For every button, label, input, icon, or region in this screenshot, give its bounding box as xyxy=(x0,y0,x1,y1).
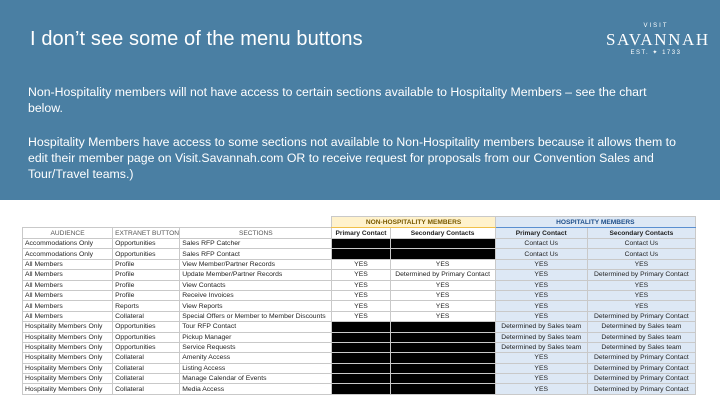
cell-hosp-primary: Determined by Sales team xyxy=(495,332,587,342)
cell-extranet-button: Reports xyxy=(113,301,180,311)
cell-non-primary: YES xyxy=(332,301,390,311)
cell-non-primary: YES xyxy=(332,311,390,321)
cell-non-primary xyxy=(332,249,390,259)
cell-non-primary xyxy=(332,322,390,332)
cell-section: Service Requests xyxy=(180,342,332,352)
cell-hosp-primary: YES xyxy=(495,280,587,290)
cell-hosp-secondary: Determined by Primary Contact xyxy=(587,374,695,384)
cell-audience: All Members xyxy=(23,290,113,300)
header-hosp-primary: Primary Contact xyxy=(495,228,587,239)
cell-non-primary xyxy=(332,332,390,342)
cell-non-secondary xyxy=(390,322,495,332)
cell-extranet-button: Opportunities xyxy=(113,249,180,259)
paragraph-hospitality: Hospitality Members have access to some sections not available to Non-Hospitality members because it allows them to edit their member page on Visit.Savannah.com OR to receive request for proposals from our Convention Sales and Tour/Travel teams.) xyxy=(28,135,676,181)
cell-non-primary xyxy=(332,374,390,384)
cell-audience: Hospitality Members Only xyxy=(23,342,113,352)
cell-extranet-button: Profile xyxy=(113,290,180,300)
cell-extranet-button: Collateral xyxy=(113,384,180,394)
cell-audience: All Members xyxy=(23,280,113,290)
logo-est-text: EST. ✦ 1733 xyxy=(630,50,682,56)
cell-non-secondary: YES xyxy=(390,280,495,290)
cell-section: Listing Access xyxy=(180,363,332,373)
cell-hosp-primary: Determined by Sales team xyxy=(495,342,587,352)
table-row xyxy=(23,353,696,363)
cell-hosp-primary: YES xyxy=(495,270,587,280)
cell-audience: Hospitality Members Only xyxy=(23,332,113,342)
cell-non-secondary xyxy=(390,249,495,259)
cell-section: View Reports xyxy=(180,301,332,311)
cell-hosp-secondary: Determined by Sales team xyxy=(587,342,695,352)
cell-non-primary: YES xyxy=(332,270,390,280)
cell-hosp-secondary: Determined by Primary Contact xyxy=(587,311,695,321)
cell-non-secondary: YES xyxy=(390,259,495,269)
cell-hosp-secondary: Determined by Primary Contact xyxy=(587,384,695,394)
cell-hosp-primary: Determined by Sales team xyxy=(495,322,587,332)
cell-extranet-button: Opportunities xyxy=(113,322,180,332)
slide-title: I don’t see some of the menu buttons xyxy=(30,28,363,50)
cell-section: Tour RFP Contact xyxy=(180,322,332,332)
table-row xyxy=(23,270,696,280)
cell-hosp-secondary: Contact Us xyxy=(587,239,695,249)
table-row xyxy=(23,374,696,384)
cell-non-secondary xyxy=(390,363,495,373)
cell-section: Pickup Manager xyxy=(180,332,332,342)
header-audience: AUDIENCE xyxy=(23,228,113,239)
cell-hosp-primary: Contact Us xyxy=(495,239,587,249)
cell-hosp-secondary: Determined by Primary Contact xyxy=(587,363,695,373)
cell-section: Sales RFP Contact xyxy=(180,249,332,259)
cell-non-primary xyxy=(332,239,390,249)
cell-non-secondary: Determined by Primary Contact xyxy=(390,270,495,280)
cell-hosp-primary: YES xyxy=(495,311,587,321)
cell-extranet-button: Collateral xyxy=(113,363,180,373)
cell-non-primary: YES xyxy=(332,259,390,269)
cell-non-primary xyxy=(332,353,390,363)
cell-non-secondary xyxy=(390,239,495,249)
logo-visit-text: VISIT xyxy=(643,23,669,29)
cell-extranet-button: Profile xyxy=(113,270,180,280)
cell-section: Receive Invoices xyxy=(180,290,332,300)
cell-section: View Contacts xyxy=(180,280,332,290)
cell-hosp-primary: YES xyxy=(495,353,587,363)
table-row xyxy=(23,384,696,394)
cell-non-secondary: YES xyxy=(390,301,495,311)
cell-non-secondary xyxy=(390,384,495,394)
header-non-primary: Primary Contact xyxy=(332,228,390,239)
cell-audience: Hospitality Members Only xyxy=(23,322,113,332)
table-body xyxy=(23,239,696,395)
table-row xyxy=(23,290,696,300)
table-row xyxy=(23,301,696,311)
cell-extranet-button: Profile xyxy=(113,259,180,269)
cell-audience: Accommodations Only xyxy=(23,239,113,249)
logo-savannah-text: SAVANNAH xyxy=(606,30,710,49)
cell-non-secondary: YES xyxy=(390,311,495,321)
cell-non-secondary xyxy=(390,374,495,384)
cell-audience: All Members xyxy=(23,259,113,269)
table-row xyxy=(23,363,696,373)
cell-hosp-primary: YES xyxy=(495,290,587,300)
visit-savannah-logo xyxy=(606,22,710,58)
table-row xyxy=(23,311,696,321)
cell-hosp-secondary: Contact Us xyxy=(587,249,695,259)
table-row xyxy=(23,249,696,259)
cell-section: Sales RFP Catcher xyxy=(180,239,332,249)
cell-hosp-secondary: Determined by Sales team xyxy=(587,322,695,332)
table-row xyxy=(23,342,696,352)
cell-audience: Hospitality Members Only xyxy=(23,384,113,394)
table-row xyxy=(23,322,696,332)
cell-hosp-secondary: YES xyxy=(587,259,695,269)
cell-non-primary xyxy=(332,363,390,373)
group-header-row xyxy=(23,217,696,228)
cell-non-primary: YES xyxy=(332,290,390,300)
cell-non-secondary: YES xyxy=(390,290,495,300)
cell-hosp-primary: YES xyxy=(495,301,587,311)
cell-non-secondary xyxy=(390,353,495,363)
cell-audience: Accommodations Only xyxy=(23,249,113,259)
cell-hosp-primary: YES xyxy=(495,259,587,269)
table-row xyxy=(23,280,696,290)
cell-section: Amenity Access xyxy=(180,353,332,363)
column-header-row xyxy=(23,228,696,239)
cell-audience: All Members xyxy=(23,311,113,321)
cell-audience: Hospitality Members Only xyxy=(23,353,113,363)
cell-non-secondary xyxy=(390,342,495,352)
table-row xyxy=(23,332,696,342)
cell-hosp-secondary: YES xyxy=(587,301,695,311)
header-extranet-button: EXTRANET BUTTON xyxy=(113,228,180,239)
cell-extranet-button: Opportunities xyxy=(113,332,180,342)
header-sections: SECTIONS xyxy=(180,228,332,239)
cell-non-secondary xyxy=(390,332,495,342)
cell-extranet-button: Opportunities xyxy=(113,239,180,249)
cell-hosp-primary: YES xyxy=(495,384,587,394)
table-row xyxy=(23,259,696,269)
cell-hosp-primary: YES xyxy=(495,374,587,384)
cell-audience: Hospitality Members Only xyxy=(23,363,113,373)
cell-hosp-secondary: YES xyxy=(587,290,695,300)
cell-hosp-secondary: YES xyxy=(587,280,695,290)
group-hospitality: HOSPITALITY MEMBERS xyxy=(495,217,695,228)
group-non-hospitality: NON-HOSPITALITY MEMBERS xyxy=(332,217,495,228)
cell-section: Manage Calendar of Events xyxy=(180,374,332,384)
paragraph-non-hospitality: Non-Hospitality members will not have access to certain sections available to Hospitality Members – see the chart below. xyxy=(28,85,647,115)
cell-extranet-button: Profile xyxy=(113,280,180,290)
access-table xyxy=(22,216,696,395)
cell-hosp-secondary: Determined by Primary Contact xyxy=(587,270,695,280)
cell-extranet-button: Opportunities xyxy=(113,342,180,352)
header-hosp-secondary: Secondary Contacts xyxy=(587,228,695,239)
header-non-secondary: Secondary Contacts xyxy=(390,228,495,239)
cell-hosp-secondary: Determined by Sales team xyxy=(587,332,695,342)
cell-section: Media Access xyxy=(180,384,332,394)
cell-extranet-button: Collateral xyxy=(113,374,180,384)
group-header-blank xyxy=(23,217,332,228)
cell-section: View Member/Partner Records xyxy=(180,259,332,269)
cell-section: Update Member/Partner Records xyxy=(180,270,332,280)
cell-extranet-button: Collateral xyxy=(113,353,180,363)
cell-audience: All Members xyxy=(23,270,113,280)
cell-non-primary xyxy=(332,342,390,352)
table-row xyxy=(23,239,696,249)
cell-non-primary xyxy=(332,384,390,394)
header-band xyxy=(0,0,720,200)
cell-audience: All Members xyxy=(23,301,113,311)
cell-non-primary: YES xyxy=(332,280,390,290)
cell-hosp-primary: Contact Us xyxy=(495,249,587,259)
cell-section: Special Offers or Member to Member Discounts xyxy=(180,311,332,321)
cell-hosp-primary: YES xyxy=(495,363,587,373)
cell-hosp-secondary: Determined by Primary Contact xyxy=(587,353,695,363)
access-chart xyxy=(22,216,698,398)
cell-audience: Hospitality Members Only xyxy=(23,374,113,384)
cell-extranet-button: Collateral xyxy=(113,311,180,321)
